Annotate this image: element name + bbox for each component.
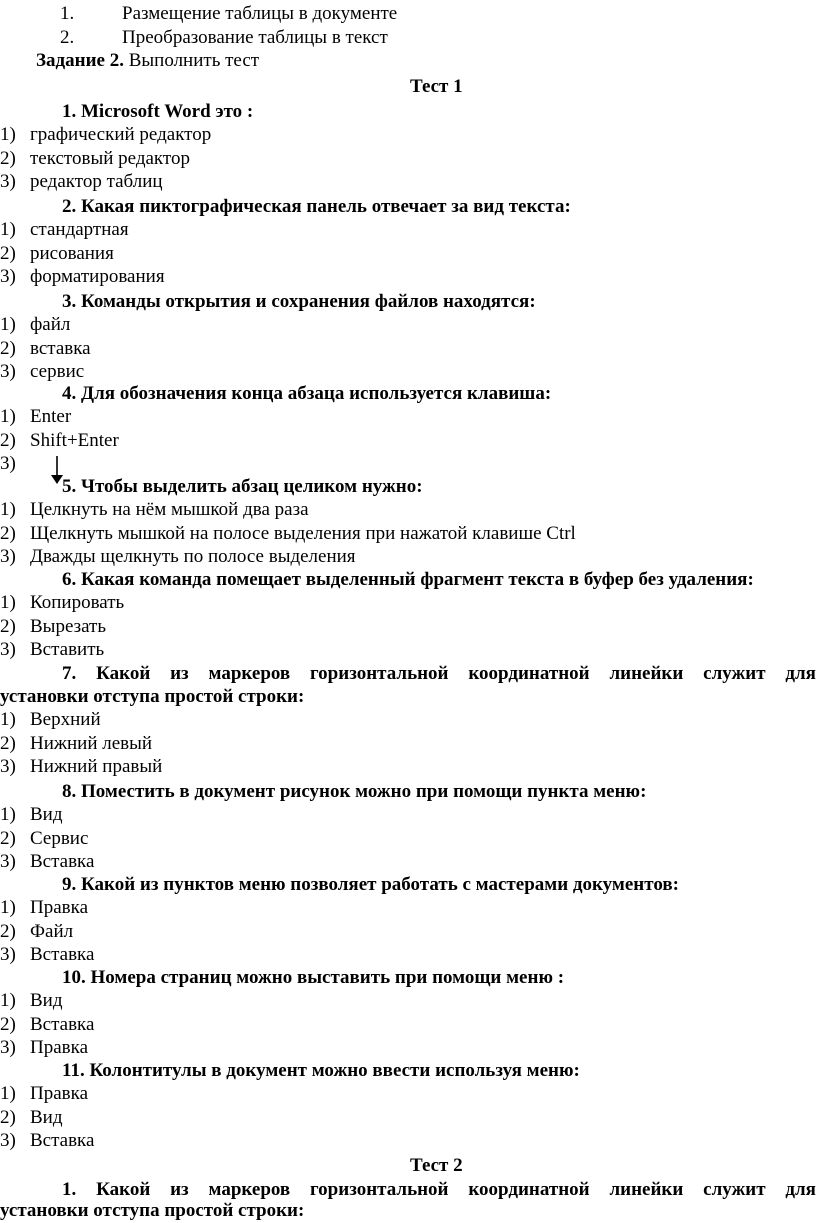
question-heading: 11. Колонтитулы в документ можно ввести используя меню: <box>62 1060 580 1081</box>
answer-text: стандартная <box>30 219 129 240</box>
answer-option <box>0 522 700 545</box>
question-word: служит <box>703 1179 766 1200</box>
intro-list-item <box>60 2 397 25</box>
answer-option <box>0 242 700 265</box>
question-word: из <box>170 663 189 684</box>
answer-number: 3) <box>0 546 16 567</box>
answer-text: вставка <box>30 337 91 359</box>
question-heading: 8. Поместить в документ рисунок можно при помощи пункта меню: <box>62 781 647 802</box>
answer-option <box>0 591 700 614</box>
answer-number: 2) <box>0 827 16 849</box>
answer-text: Вставка <box>30 1013 95 1035</box>
answer-text: текстовый редактор <box>30 147 190 169</box>
question-heading: 10. Номера страниц можно выставить при помощи меню : <box>62 967 565 988</box>
question-heading: 2. Какая пиктографическая панель отвечает за вид текста: <box>62 196 571 217</box>
answer-text: Вырезать <box>30 615 107 637</box>
answer-text: файл <box>30 314 71 335</box>
answer-text: графический редактор <box>30 124 212 145</box>
answer-option <box>0 452 700 475</box>
answer-text: Файл <box>30 920 74 942</box>
answer-option <box>0 708 700 731</box>
answer-number: 3) <box>0 361 16 382</box>
question-word: Какой <box>96 663 151 684</box>
question-word: горизонтальной <box>310 663 449 684</box>
list-number: 1. <box>60 3 75 24</box>
answer-option <box>0 615 700 638</box>
answer-text: Вставить <box>30 639 105 660</box>
answer-option <box>0 850 700 873</box>
answer-text: Вид <box>30 1106 63 1128</box>
question-heading <box>62 1178 816 1201</box>
answer-text: Enter <box>30 406 72 427</box>
test-title: Тест 1 <box>410 76 463 97</box>
question-word: для <box>785 663 816 684</box>
answer-number: 3) <box>0 1037 16 1058</box>
answer-number: 1) <box>0 1083 16 1104</box>
question-heading: 3. Команды открытия и сохранения файлов находятся: <box>62 291 536 312</box>
answer-option <box>0 896 700 919</box>
answer-text: Правка <box>30 897 89 918</box>
answer-number: 2) <box>0 615 16 637</box>
answer-number: 2) <box>0 920 16 942</box>
answer-option <box>0 732 700 755</box>
question-word: маркеров <box>208 1179 291 1200</box>
answer-text: Нижний левый <box>30 732 153 754</box>
answer-number: 2) <box>0 522 16 544</box>
answer-number: 3) <box>0 171 16 192</box>
answer-option <box>0 1129 700 1152</box>
answer-text: Вставка <box>30 1130 95 1151</box>
list-number: 2. <box>60 27 75 48</box>
answer-number: 1) <box>0 592 16 613</box>
answer-option <box>0 1036 700 1059</box>
question-word: координатной <box>468 663 590 684</box>
answer-option <box>0 1013 700 1036</box>
answer-text: форматирования <box>30 266 165 287</box>
answer-option <box>0 827 700 850</box>
answer-number: 3) <box>0 944 16 965</box>
answer-option <box>0 265 700 288</box>
answer-text: Правка <box>30 1083 89 1104</box>
answer-text: Целкнуть на нём мышкой два раза <box>30 499 309 520</box>
question-word: из <box>170 1179 189 1200</box>
answer-number: 2) <box>0 429 16 451</box>
answer-option <box>0 545 700 568</box>
answer-option <box>0 405 700 428</box>
answer-option <box>0 498 700 521</box>
answer-text: Вставка <box>30 944 95 965</box>
question-word: линейки <box>609 663 684 684</box>
question-heading-cont: установки отступа простой строки: <box>0 686 305 707</box>
question-word: маркеров <box>208 663 291 684</box>
answer-text: Shift+Enter <box>30 429 119 451</box>
answer-number: 1) <box>0 709 16 730</box>
question-word: 1. <box>62 1179 77 1200</box>
answer-text: Щелкнуть мышкой на полосе выделения при нажатой клавише Ctrl <box>30 522 576 544</box>
answer-option <box>0 429 700 452</box>
answer-number: 1) <box>0 499 16 520</box>
list-text: Преобразование таблицы в текст <box>122 27 388 48</box>
answer-number: 2) <box>0 337 16 359</box>
question-heading: 4. Для обозначения конца абзаца используется клавиша: <box>62 383 552 404</box>
answer-number: 2) <box>0 242 16 264</box>
answer-option <box>0 337 700 360</box>
question-heading: 1. Microsoft Word это : <box>62 101 254 122</box>
answer-option <box>0 1082 700 1105</box>
answer-number: 3) <box>0 453 16 474</box>
answer-number: 2) <box>0 1013 16 1035</box>
answer-number: 3) <box>0 756 16 777</box>
answer-option <box>0 1106 700 1129</box>
task-line <box>36 49 259 72</box>
answer-option <box>0 313 700 336</box>
question-heading: 5. Чтобы выделить абзац целиком нужно: <box>62 476 423 497</box>
answer-number: 3) <box>0 266 16 287</box>
answer-option <box>0 920 700 943</box>
question-word: линейки <box>609 1179 684 1200</box>
question-heading: 6. Какая команда помещает выделенный фрагмент текста в буфер без удаления: <box>62 569 754 590</box>
answer-number: 2) <box>0 147 16 169</box>
intro-list-item <box>60 26 388 49</box>
task-label: Задание 2. <box>36 50 124 71</box>
question-word: для <box>785 1179 816 1200</box>
answer-number: 1) <box>0 219 16 240</box>
answer-option <box>0 989 700 1012</box>
answer-text: Нижний правый <box>30 756 163 777</box>
answer-option <box>0 803 700 826</box>
answer-text: Дважды щелкнуть по полосе выделения <box>30 546 356 567</box>
answer-text: сервис <box>30 361 85 382</box>
question-heading: 9. Какой из пунктов меню позволяет работать с мастерами документов: <box>62 874 679 895</box>
answer-text: Сервис <box>30 827 89 849</box>
answer-option <box>0 360 700 383</box>
answer-number: 1) <box>0 314 16 335</box>
answer-number: 1) <box>0 804 16 825</box>
answer-number: 3) <box>0 851 16 872</box>
answer-text: Правка <box>30 1037 89 1058</box>
answer-text: Копировать <box>30 592 125 613</box>
answer-text: Вид <box>30 990 63 1011</box>
answer-number: 1) <box>0 406 16 427</box>
test-title: Тест 2 <box>410 1155 463 1176</box>
answer-number: 2) <box>0 1106 16 1128</box>
answer-number: 3) <box>0 1130 16 1151</box>
question-word: горизонтальной <box>310 1179 449 1200</box>
answer-option <box>0 943 700 966</box>
answer-number: 1) <box>0 124 16 145</box>
answer-option <box>0 755 700 778</box>
answer-text: Верхний <box>30 709 101 730</box>
question-word: координатной <box>468 1179 590 1200</box>
question-word: служит <box>703 663 766 684</box>
question-word: Какой <box>96 1179 151 1200</box>
question-word: 7. <box>62 663 77 684</box>
answer-number: 1) <box>0 990 16 1011</box>
answer-text: редактор таблиц <box>30 171 163 192</box>
answer-text: Вставка <box>30 851 95 872</box>
answer-option <box>0 170 700 193</box>
answer-number: 1) <box>0 897 16 918</box>
answer-text: рисования <box>30 242 114 264</box>
list-text: Размещение таблицы в документе <box>122 3 398 24</box>
answer-number: 3) <box>0 639 16 660</box>
answer-number: 2) <box>0 732 16 754</box>
answer-option <box>0 638 700 661</box>
answer-option <box>0 147 700 170</box>
answer-text: Вид <box>30 804 63 825</box>
answer-option <box>0 218 700 241</box>
task-text: Выполнить тест <box>123 50 260 71</box>
down-arrow-icon <box>47 455 67 485</box>
question-heading <box>62 662 816 685</box>
question-heading-cont: установки отступа простой строки: <box>0 1200 305 1221</box>
answer-option <box>0 123 700 146</box>
